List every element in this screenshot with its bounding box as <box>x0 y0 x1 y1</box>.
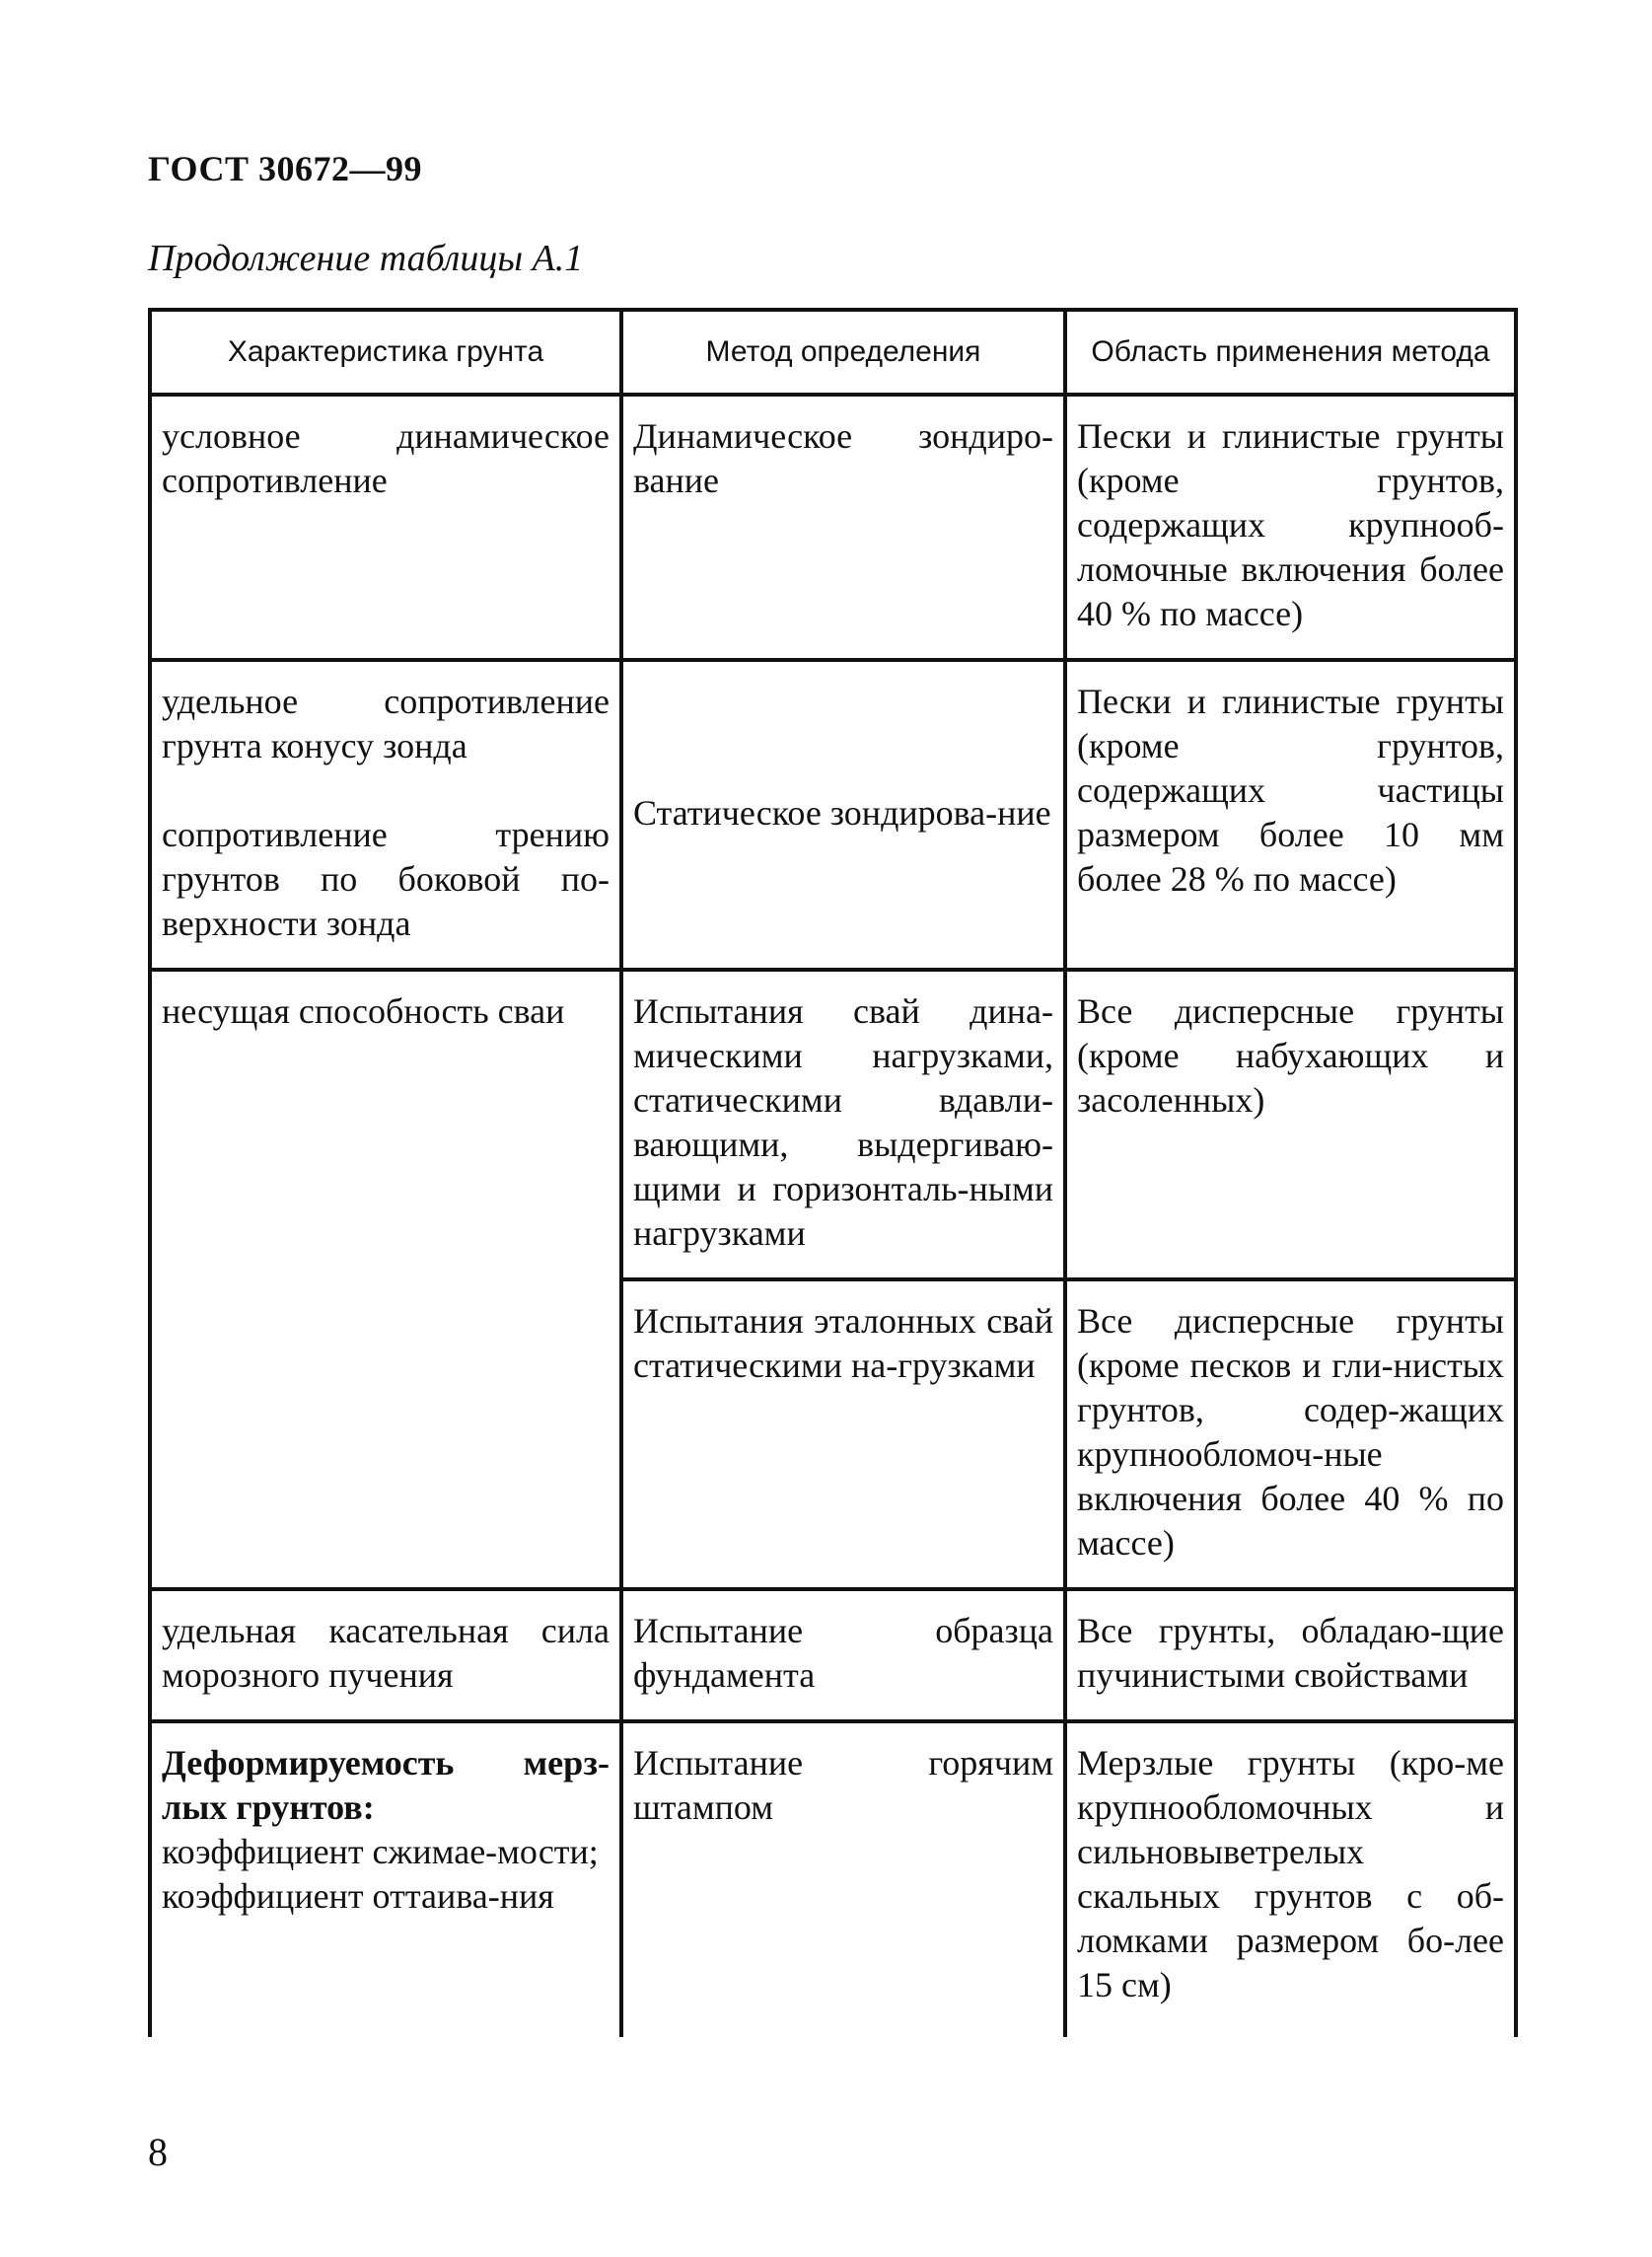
characteristic-text: коэффициент сжимае-мости; <box>162 1832 599 1871</box>
table-row <box>150 395 1516 660</box>
column-header-characteristic: Характеристика грунта <box>150 310 621 395</box>
scope-cell: Пески и глинистые грунты (кроме грунтов, содержащих крупнооб-ломочные включения более 40 % по массе) <box>1065 395 1516 660</box>
column-header-method: Метод определения <box>621 310 1065 395</box>
scope-cell: Мерзлые грунты (кро-ме крупнообломочных и сильновыветрелых скальных грунтов с об-ломками размером бо-лее 15 см) <box>1065 1721 1516 2037</box>
table-row <box>150 1589 1516 1721</box>
table-row <box>150 970 1516 1279</box>
characteristic-text: несущая способность сваи <box>162 991 565 1031</box>
column-header-scope: Область применения метода <box>1065 310 1516 395</box>
method-cell: Испытание образца фундамента <box>621 1589 1065 1721</box>
characteristic-text: коэффициент оттаива-ния <box>162 1876 554 1916</box>
table-row <box>150 660 1516 970</box>
characteristic-cell <box>150 970 621 1589</box>
soil-methods-table <box>148 308 1518 2037</box>
method-cell: Статическое зондирова-ние <box>621 660 1065 970</box>
characteristic-cell <box>150 1721 621 2037</box>
characteristic-cell <box>150 660 621 970</box>
method-cell: Испытания свай дина-мическими нагрузками, статическими вдавли-вающими, выдергиваю-щими и горизонталь-ными нагрузками <box>621 970 1065 1279</box>
characteristic-heading: Деформируемость мерз-лых грунтов: <box>162 1743 610 1827</box>
method-cell: Испытание горячим штампом <box>621 1721 1065 2037</box>
table-header-row <box>150 310 1516 395</box>
characteristic-cell <box>150 1589 621 1721</box>
characteristic-text: удельная касательная сила морозного пучения <box>162 1611 610 1695</box>
document-code: ГОСТ 30672—99 <box>148 149 422 188</box>
characteristic-cell <box>150 395 621 660</box>
method-cell: Динамическое зондиро-вание <box>621 395 1065 660</box>
scope-cell: Пески и глинистые грунты (кроме грунтов, содержащих частицы размером более 10 мм более 28 % по массе) <box>1065 660 1516 970</box>
scope-cell: Все дисперсные грунты (кроме набухающих и засоленных) <box>1065 970 1516 1279</box>
table-row <box>150 1721 1516 2037</box>
characteristic-text: сопротивление трению грунтов по боковой по-верхности зонда <box>162 815 610 943</box>
scope-cell: Все грунты, обладаю-щие пучинистыми свойствами <box>1065 1589 1516 1721</box>
page-number: 8 <box>148 2130 168 2174</box>
characteristic-text: условное динамическое сопротивление <box>162 416 610 500</box>
characteristic-text: удельное сопротивление грунта конусу зонда <box>162 682 610 765</box>
method-cell: Испытания эталонных свай статическими на-грузками <box>621 1279 1065 1589</box>
scope-cell: Все дисперсные грунты (кроме песков и гли-нистых грунтов, содер-жащих крупнообломоч-ные включения более 40 % по массе) <box>1065 1279 1516 1589</box>
table-caption: Продолжение таблицы А.1 <box>148 238 584 279</box>
